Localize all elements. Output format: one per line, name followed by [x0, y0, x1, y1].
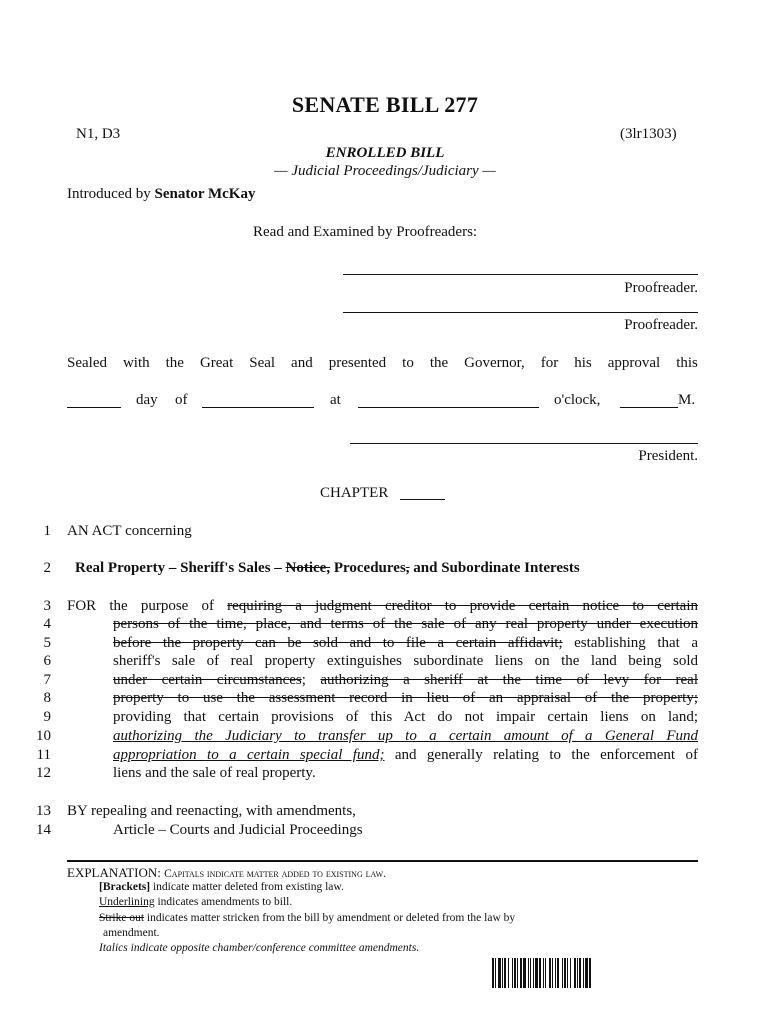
barcode-bar — [498, 958, 501, 988]
barcode-bar — [492, 958, 494, 988]
purpose-line-12: liens and the sale of real property. — [113, 765, 316, 781]
barcode-bar — [530, 958, 531, 988]
sponsor-name: Senator McKay — [154, 186, 256, 202]
purpose-line-7: under certain circumstances; authorizing a sheriff at the time of levy for real — [113, 672, 699, 688]
barcode-bar — [517, 958, 518, 988]
barcode-bar — [508, 958, 509, 988]
introduced-prefix: Introduced by — [67, 186, 155, 202]
purpose-line-4: persons of the time, place, and terms of the sale of any real property under execution — [113, 616, 698, 632]
line-number: 6 — [43, 653, 51, 669]
barcode-bar — [543, 958, 544, 988]
chapter-blank — [400, 499, 445, 500]
explanation-brackets: [Brackets] indicate matter deleted from existing law. — [99, 881, 344, 893]
purpose-line-6: sheriff's sale of real property extinguishes subordinate liens on the land being sold — [113, 653, 698, 669]
purpose-line-11: appropriation to a certain special fund; and generally relating to the enforcement of — [113, 747, 698, 763]
act-concerning: AN ACT concerning — [67, 523, 192, 539]
line-number: 10 — [36, 728, 51, 744]
line-number: 1 — [43, 523, 51, 539]
line-number: 9 — [43, 709, 51, 725]
time-blank — [358, 407, 539, 408]
barcode-bar — [574, 958, 576, 988]
day-blank — [67, 407, 121, 408]
explanation-italics: Italics indicate opposite chamber/conference committee amendments. — [99, 942, 420, 954]
explanation-underlining: Underlining indicates amendments to bill. — [99, 896, 293, 908]
barcode-bar — [585, 958, 588, 988]
of-label: of — [175, 392, 188, 408]
barcode-bar — [512, 958, 513, 988]
barcode-bar — [504, 958, 506, 988]
line-number: 4 — [43, 616, 51, 632]
barcode-bar — [583, 958, 584, 988]
barcode-bar — [528, 958, 529, 988]
proofreader-1-label: Proofreader. — [624, 280, 698, 296]
explanation-strikeout: Strike out indicates matter stricken from the bill by amendment or deleted from the law by — [99, 912, 516, 924]
am-pm-blank — [620, 407, 678, 408]
line-number: 3 — [43, 598, 51, 614]
purpose-line-9: providing that certain provisions of this Act do not impair certain liens on land; — [113, 709, 698, 725]
day-label: day — [136, 392, 158, 408]
barcode-bar — [564, 958, 566, 988]
purpose-line-8: property to use the assessment record in lieu of an appraisal of the property; — [113, 690, 698, 706]
month-blank — [202, 407, 314, 408]
barcode-bar — [579, 958, 581, 988]
read-examined-label: Read and Examined by Proofreaders: — [253, 224, 478, 240]
barcode-bar — [533, 958, 534, 988]
barcode-bar — [545, 958, 546, 988]
explanation-heading: EXPLANATION: Capitals indicate matter added to existing law. — [67, 865, 387, 880]
bill-subject-title: Real Property – Sheriff's Sales – Notice, Procedures, and Subordinate Interests — [75, 560, 580, 576]
purpose-line-10: authorizing the Judiciary to transfer up to a certain amount of a General Fund — [113, 728, 698, 744]
purpose-line-5: before the property can be sold and to file a certain affidavit; establishing that a — [113, 635, 698, 651]
president-label: President. — [638, 448, 698, 464]
chapter-label: CHAPTER — [320, 485, 389, 501]
oclock-label: o'clock, — [554, 392, 601, 408]
line-number: 14 — [36, 822, 51, 838]
enrolled-bill-label: ENROLLED BILL — [325, 145, 445, 161]
barcode-bar — [570, 958, 571, 988]
barcode-bar — [539, 958, 541, 988]
article-line: Article – Courts and Judicial Proceedings — [113, 822, 363, 838]
barcode-bar — [557, 958, 559, 988]
barcode-bar — [552, 958, 553, 988]
barcode-bar — [502, 958, 503, 988]
barcode-bar — [495, 958, 496, 988]
president-signature-line — [350, 443, 698, 444]
barcode-bar — [589, 958, 591, 988]
line-number: 5 — [43, 635, 51, 651]
barcode-bar — [523, 958, 526, 988]
barcode-bar — [562, 958, 563, 988]
line-number: 2 — [43, 560, 51, 576]
proofreader-2-label: Proofreader. — [624, 317, 698, 333]
bill-file-number: (3lr1303) — [620, 126, 677, 142]
barcode-bar — [520, 958, 522, 988]
line-number: 7 — [43, 672, 51, 688]
proofreader-2-signature-line — [343, 312, 698, 313]
line-number: 8 — [43, 690, 51, 706]
line-number: 13 — [36, 803, 51, 819]
line-number: 12 — [36, 765, 51, 781]
barcode-graphic — [492, 958, 680, 988]
barcode-bar — [514, 958, 516, 988]
purpose-line-3: FOR the purpose of requiring a judgment creditor to provide certain notice to certain — [67, 598, 698, 614]
barcode-bar — [577, 958, 578, 988]
proofreader-1-signature-line — [343, 274, 698, 275]
explanation-divider — [67, 860, 698, 862]
explanation-strikeout-cont: amendment. — [103, 927, 160, 939]
at-label: at — [330, 392, 341, 408]
committee-line: — Judicial Proceedings/Judiciary — — [274, 163, 496, 179]
barcode-bar — [549, 958, 551, 988]
barcode-bar — [567, 958, 568, 988]
sealed-statement: Sealed with the Great Seal and presented to the Governor, for his approval this — [67, 355, 698, 371]
repealing-line: BY repealing and reenacting, with amendments, — [67, 803, 356, 819]
line-number: 11 — [36, 747, 51, 763]
introduced-by — [67, 186, 255, 203]
bill-codes: N1, D3 — [76, 126, 121, 142]
barcode-bar — [535, 958, 538, 988]
barcode-bar — [555, 958, 556, 988]
bill-title: SENATE BILL 277 — [291, 92, 479, 117]
m-label: M. — [678, 392, 696, 408]
